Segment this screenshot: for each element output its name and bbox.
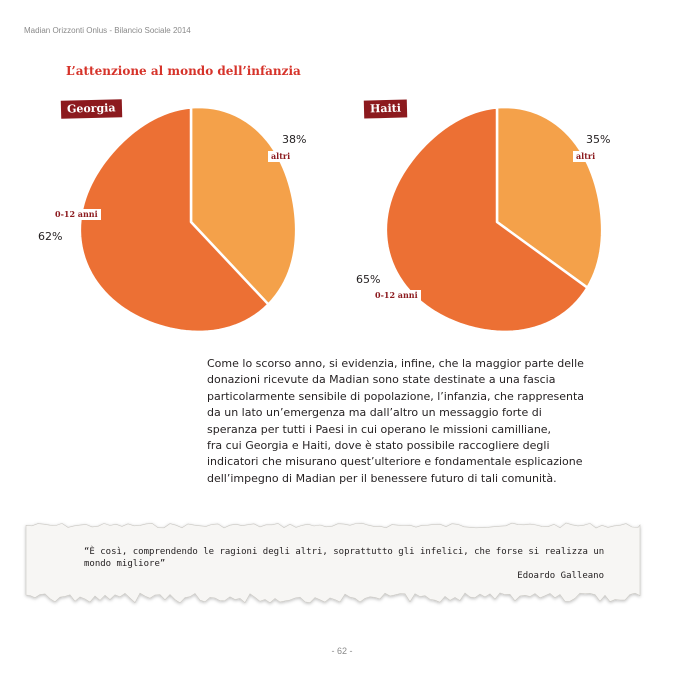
body-line: dell’impegno di Madian per il benessere futuro di tali comunità.	[207, 471, 557, 485]
pct-label-haiti-children: 65%	[356, 273, 381, 286]
body-line: Come lo scorso anno, si evidenzia, infine, che la maggior parte delle	[207, 357, 584, 370]
body-line: donazioni ricevute da Madian sono state destinate a una fascia	[207, 373, 556, 387]
slice-label-haiti-others: altri	[573, 151, 598, 162]
body-paragraph	[207, 356, 627, 487]
quote-author: Edoardo Galleano	[517, 571, 604, 581]
chart-title-haiti: Haiti	[364, 99, 407, 118]
slice-label-georgia-children: 0-12 anni	[52, 209, 101, 220]
chart-title-georgia: Georgia	[61, 99, 122, 119]
quote-text: “È così, comprendendo le ragioni degli altri, soprattutto gli infelici, che forse si realizza un mondo migliore”	[84, 547, 605, 569]
pct-label-haiti-others: 35%	[586, 133, 611, 146]
running-header: Madian Orizzonti Onlus - Bilancio Sociale 2014	[24, 26, 191, 35]
body-line: da un lato un’emergenza ma dall’altro un messaggio forte di	[207, 406, 542, 420]
slice-label-georgia-others: altri	[268, 151, 293, 162]
page-number: - 62 -	[331, 646, 353, 656]
pct-label-georgia-others: 38%	[282, 133, 307, 146]
body-line: particolarmente sensibile di popolazione, l’infanzia, che rappresenta	[207, 389, 585, 403]
pct-label-georgia-children: 62%	[38, 230, 63, 243]
section-title: L’attenzione al mondo dell’infanzia	[66, 64, 301, 78]
body-line: indicatori che misurano quest’ulteriore e fondamentale esplicazione	[207, 455, 583, 469]
body-line: fra cui Georgia e Haiti, dove è stato possibile raccogliere degli	[207, 439, 550, 453]
body-line: speranza per tutti i Paesi in cui operano le missioni camilliane,	[207, 422, 552, 436]
slice-label-haiti-children: 0-12 anni	[372, 290, 421, 301]
